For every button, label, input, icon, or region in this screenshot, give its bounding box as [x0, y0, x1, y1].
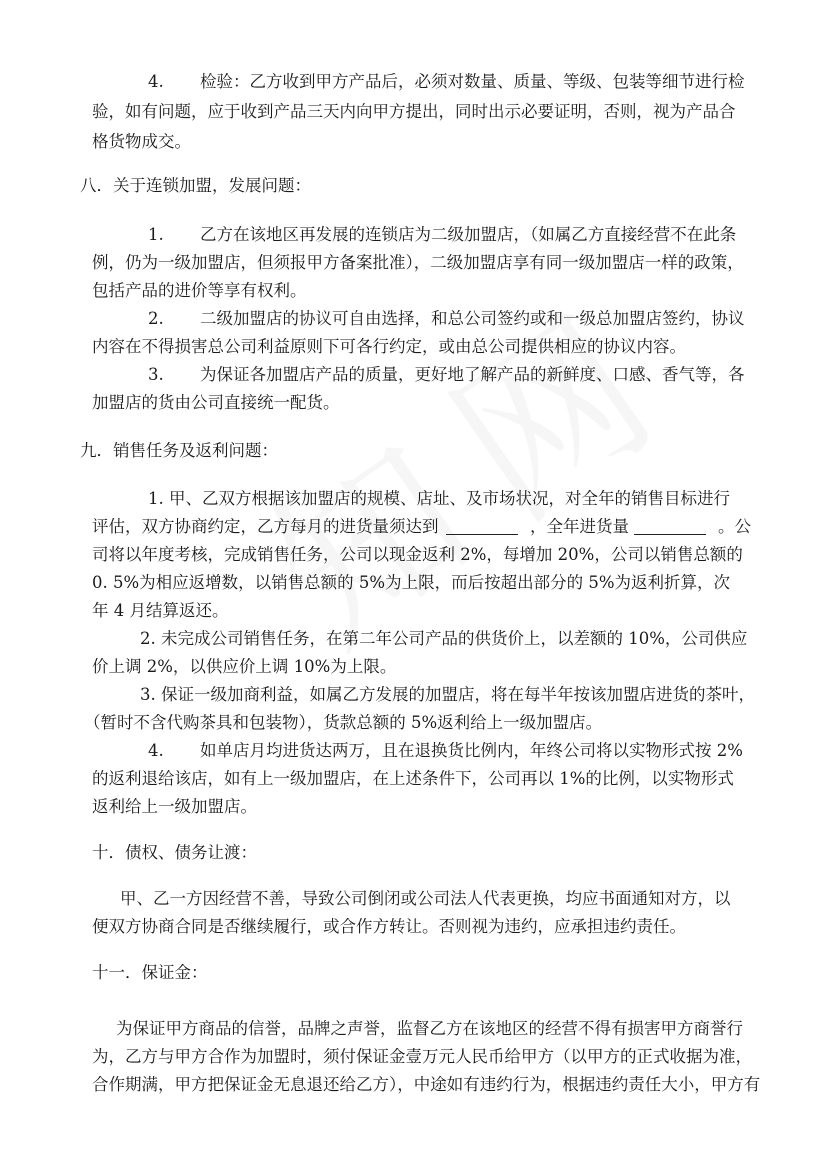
item-number: 4. [148, 741, 164, 760]
annual-volume-blank [634, 518, 706, 535]
monthly-volume-blank [446, 518, 518, 535]
item-number: 3. [148, 365, 164, 384]
item-number: 2. [148, 309, 164, 328]
document-page: 4. 检验：乙方收到甲方产品后，必须对数量、质量、等级、包装等细节进行检 验，如有问题，应于收到产品三天内向甲方提出，同时出示必要证明，否则，视为产品合 格货物成交。 八．关于连锁加盟，发展问题： 1. 乙方在该地区再发展的连锁店为二级加盟店，（如属乙方直接经营不在此条 例，仍为一级加盟店，但须报甲方备案批准），二级加盟店享有同一级加盟店一样的政策， 包括产品的进价等享有权利。 2. 二级加盟店的协议可自由选择，和总公司签约或和一级总加盟店签约，协议 内容在不得损害总公司利益原则下可各行约定，或由总公司提供相应的协议内容。 3. 为保证各加盟店产品的质量，更好地了解产品的新鲜度、口感、香气等，各 加盟店的货由公司直接统一配货。 九．销售任务及返利问题： 1. 甲、乙双方根据该加盟店的规模、店址、及市场状况，对全年的销售目标进行 评估，双方协商约定，乙方每月的进货量须达到 ，全年进货量 。公 司将以年度考核，完成销售任务，公司以现金返利 2%，每增加 20%，公司以销售总额的 0. 5%为相应返增数，以销售总额的 5%为上限，而后按超出部分的 5%为返利折算，次 年 4 月结算返还。 2. 未完成公司销售任务，在第二年公司产品的供货价上，以差额的 10%，公司供应 价上调 2%，以供应价上调 10%为上限。 3. 保证一级加商利益，如属乙方发展的加盟店，将在每半年按该加盟店进货的茶叶， （暂时不含代购茶具和包装物），货款总额的 5%返利给上一级加盟店。 4. 如单店月均进货达两万，且在退换货比例内，年终公司将以实物形式按 2% 的返利退给该店，如有上一级加盟店，在上述条件下，公司再以 1%的比例，以实物形式 返利给上一级加盟店。 十．债权、债务让渡： 甲、乙一方因经营不善，导致公司倒闭或公司法人代表更换，均应书面通知对方，以 便双方协商合同是否继续履行，或合作方转让。否则视为违约，应承担违约责任。 十一．保证金： 为保证甲方商品的信誉，品牌之声誉，监督乙方在该地区的经营不得有损害甲方商誉行 为，乙方与甲方合作为加盟时，须付保证金壹万元人民币给甲方（以甲方的正式收据为准， 合作期满，甲方把保证金无息退还给乙方），中途如有违约行为，根据违约责任大小，甲方有 [80, 72, 761, 1094]
item-number: 1. [148, 225, 164, 244]
item-number: 4. [148, 72, 164, 91]
